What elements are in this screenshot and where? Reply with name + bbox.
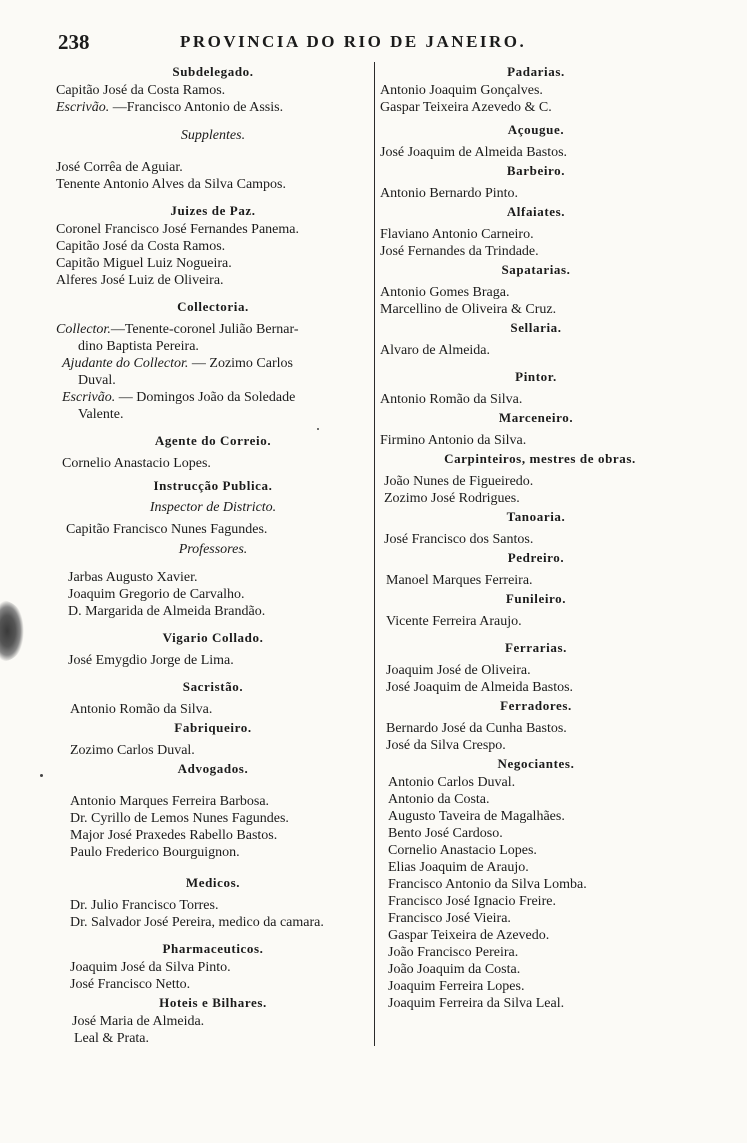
entry: Firmino Antonio da Silva.: [380, 433, 527, 448]
entry: Zozimo Carlos Duval.: [70, 743, 195, 758]
role-text: —Tenente-coronel Julião Bernar-: [110, 322, 299, 337]
section-heading-marceneiro: Marceneiro.: [498, 410, 574, 425]
entry: Antonio da Costa.: [388, 792, 490, 807]
entry: Gaspar Teixeira de Azevedo.: [388, 928, 550, 943]
section-heading-medicos: Medicos.: [185, 875, 241, 890]
entry: João Nunes de Figueiredo.: [384, 474, 534, 489]
entry: José Emygdio Jorge de Lima.: [68, 653, 234, 668]
entry-collector: [56, 321, 370, 338]
entry: Vicente Ferreira Araujo.: [386, 614, 522, 629]
entry: Antonio Romão da Silva.: [70, 702, 213, 717]
column-divider: [374, 62, 375, 1046]
section-heading-vigario: Vigario Collado.: [162, 630, 264, 645]
entry: Joaquim José da Silva Pinto.: [70, 960, 231, 975]
entry: José Francisco Netto.: [70, 977, 191, 992]
section-heading-barbeiro: Barbeiro.: [506, 163, 566, 178]
entry-ajudante: [56, 355, 370, 372]
section-heading-padarias: Padarias.: [507, 64, 565, 79]
entry: José Maria de Almeida.: [72, 1014, 205, 1029]
entry-continuation: Valente.: [78, 407, 124, 422]
entry: Francisco José Vieira.: [388, 911, 511, 926]
entry: Antonio Carlos Duval.: [388, 775, 516, 790]
entry: Tenente Antonio Alves da Silva Campos.: [56, 177, 286, 192]
section-heading-correio: Agente do Correio.: [154, 433, 272, 448]
entry-escrivao: [56, 99, 370, 116]
entry: Dr. Salvador José Pereira, medico da camara.: [70, 915, 324, 930]
subheading-professores: Professores.: [178, 542, 248, 557]
section-heading-collectoria: Collectoria.: [177, 299, 249, 314]
entry: João Joaquim da Costa.: [388, 962, 521, 977]
role-text: — Zozimo Carlos: [188, 356, 293, 371]
role-label: Escrivão.: [62, 390, 116, 405]
right-column: [380, 62, 684, 1012]
entry: Antonio Romão da Silva.: [380, 392, 523, 407]
entry-continuation: Duval.: [78, 373, 116, 388]
ink-blot: [0, 600, 24, 662]
section-heading-funileiro: Funileiro.: [505, 591, 567, 606]
entry: Cornelio Anastacio Lopes.: [388, 843, 537, 858]
role-label: Ajudante do Collector.: [62, 356, 189, 371]
section-heading-negociantes: Negociantes.: [497, 756, 575, 771]
entry: José Joaquim de Almeida Bastos.: [386, 680, 574, 695]
section-heading-advogados: Advogados.: [177, 761, 249, 776]
running-title: PROVINCIA DO RIO DE JANEIRO.: [180, 32, 527, 51]
entry: Cornelio Anastacio Lopes.: [62, 456, 211, 471]
entry: Dr. Julio Francisco Torres.: [70, 898, 219, 913]
role-text: —Francisco Antonio de Assis.: [109, 100, 284, 115]
page-header: [58, 30, 597, 56]
entry-continuation: dino Baptista Pereira.: [78, 339, 199, 354]
entry: José Corrêa de Aguiar.: [56, 160, 183, 175]
entry: Major José Praxedes Rabello Bastos.: [70, 828, 278, 843]
section-heading-sacristao: Sacristão.: [182, 679, 244, 694]
ink-speck: [40, 774, 43, 777]
entry: Bento José Cardoso.: [388, 826, 503, 841]
entry: Leal & Prata.: [74, 1031, 150, 1046]
entry: Antonio Gomes Braga.: [380, 285, 510, 300]
section-heading-subdelegado: Subdelegado.: [172, 64, 254, 79]
left-column: [56, 62, 370, 1047]
section-heading-pintor: Pintor.: [515, 369, 557, 384]
entry: Jarbas Augusto Xavier.: [68, 570, 198, 585]
section-heading-sapatarias: Sapatarias.: [501, 262, 571, 277]
section-heading-tanoaria: Tanoaria.: [506, 509, 566, 524]
role-label: Escrivão.: [56, 100, 110, 115]
entry: Dr. Cyrillo de Lemos Nunes Fagundes.: [70, 811, 289, 826]
subheading-supplentes: Supplentes.: [180, 128, 246, 143]
entry: Capitão Miguel Luiz Nogueira.: [56, 256, 232, 271]
entry: José da Silva Crespo.: [386, 738, 506, 753]
page-number: 238: [58, 30, 90, 54]
entry: Bernardo José da Cunha Bastos.: [386, 721, 567, 736]
entry: José Fernandes da Trindade.: [380, 244, 539, 259]
entry: João Francisco Pereira.: [388, 945, 519, 960]
section-heading-fabriqueiro: Fabriqueiro.: [174, 720, 252, 735]
entry: Gaspar Teixeira Azevedo & C.: [380, 100, 552, 115]
role-text: — Domingos João da Soledade: [115, 390, 296, 405]
entry: Antonio Marques Ferreira Barbosa.: [70, 794, 270, 809]
entry: Antonio Joaquim Gonçalves.: [380, 83, 543, 98]
entry: Francisco José Ignacio Freire.: [388, 894, 556, 909]
entry: Antonio Bernardo Pinto.: [380, 186, 519, 201]
entry: Joaquim Ferreira da Silva Leal.: [388, 996, 565, 1011]
section-heading-instruccao: Instrucção Publica.: [153, 478, 273, 493]
entry: D. Margarida de Almeida Brandão.: [68, 604, 266, 619]
section-heading-hoteis: Hoteis e Bilhares.: [159, 995, 267, 1010]
entry: Zozimo José Rodrigues.: [384, 491, 520, 506]
section-heading-acougue: Açougue.: [507, 122, 565, 137]
entry: Capitão José da Costa Ramos.: [56, 83, 226, 98]
entry: Augusto Taveira de Magalhães.: [388, 809, 565, 824]
entry: Alferes José Luiz de Oliveira.: [56, 273, 224, 288]
entry: José Joaquim de Almeida Bastos.: [380, 145, 568, 160]
section-heading-carpinteiros: Carpinteiros, mestres de obras.: [444, 451, 636, 466]
entry: Elias Joaquim de Araujo.: [388, 860, 529, 875]
section-heading-alfaiates: Alfaiates.: [506, 204, 566, 219]
entry: Coronel Francisco José Fernandes Panema.: [56, 222, 299, 237]
entry: Marcellino de Oliveira & Cruz.: [380, 302, 557, 317]
entry: Joaquim Ferreira Lopes.: [388, 979, 525, 994]
section-heading-pedreiro: Pedreiro.: [507, 550, 565, 565]
entry: Joaquim Gregorio de Carvalho.: [68, 587, 245, 602]
entry: Flaviano Antonio Carneiro.: [380, 227, 534, 242]
entry: Francisco Antonio da Silva Lomba.: [388, 877, 587, 892]
entry: Alvaro de Almeida.: [380, 343, 491, 358]
section-heading-sellaria: Sellaria.: [510, 320, 562, 335]
entry: José Francisco dos Santos.: [384, 532, 534, 547]
entry: Paulo Frederico Bourguignon.: [70, 845, 240, 860]
role-label: Collector.: [56, 322, 111, 337]
entry: Manoel Marques Ferreira.: [386, 573, 533, 588]
entry: Capitão José da Costa Ramos.: [56, 239, 226, 254]
section-heading-ferradores: Ferradores.: [500, 698, 572, 713]
entry: Capitão Francisco Nunes Fagundes.: [66, 522, 268, 537]
section-heading-pharmaceuticos: Pharmaceuticos.: [162, 941, 264, 956]
subheading-inspector: Inspector de Districto.: [149, 500, 277, 515]
section-heading-juizes: Juizes de Paz.: [170, 203, 256, 218]
entry: Joaquim José de Oliveira.: [386, 663, 531, 678]
section-heading-ferrarias: Ferrarias.: [505, 640, 567, 655]
entry-escrivao: [56, 389, 370, 406]
